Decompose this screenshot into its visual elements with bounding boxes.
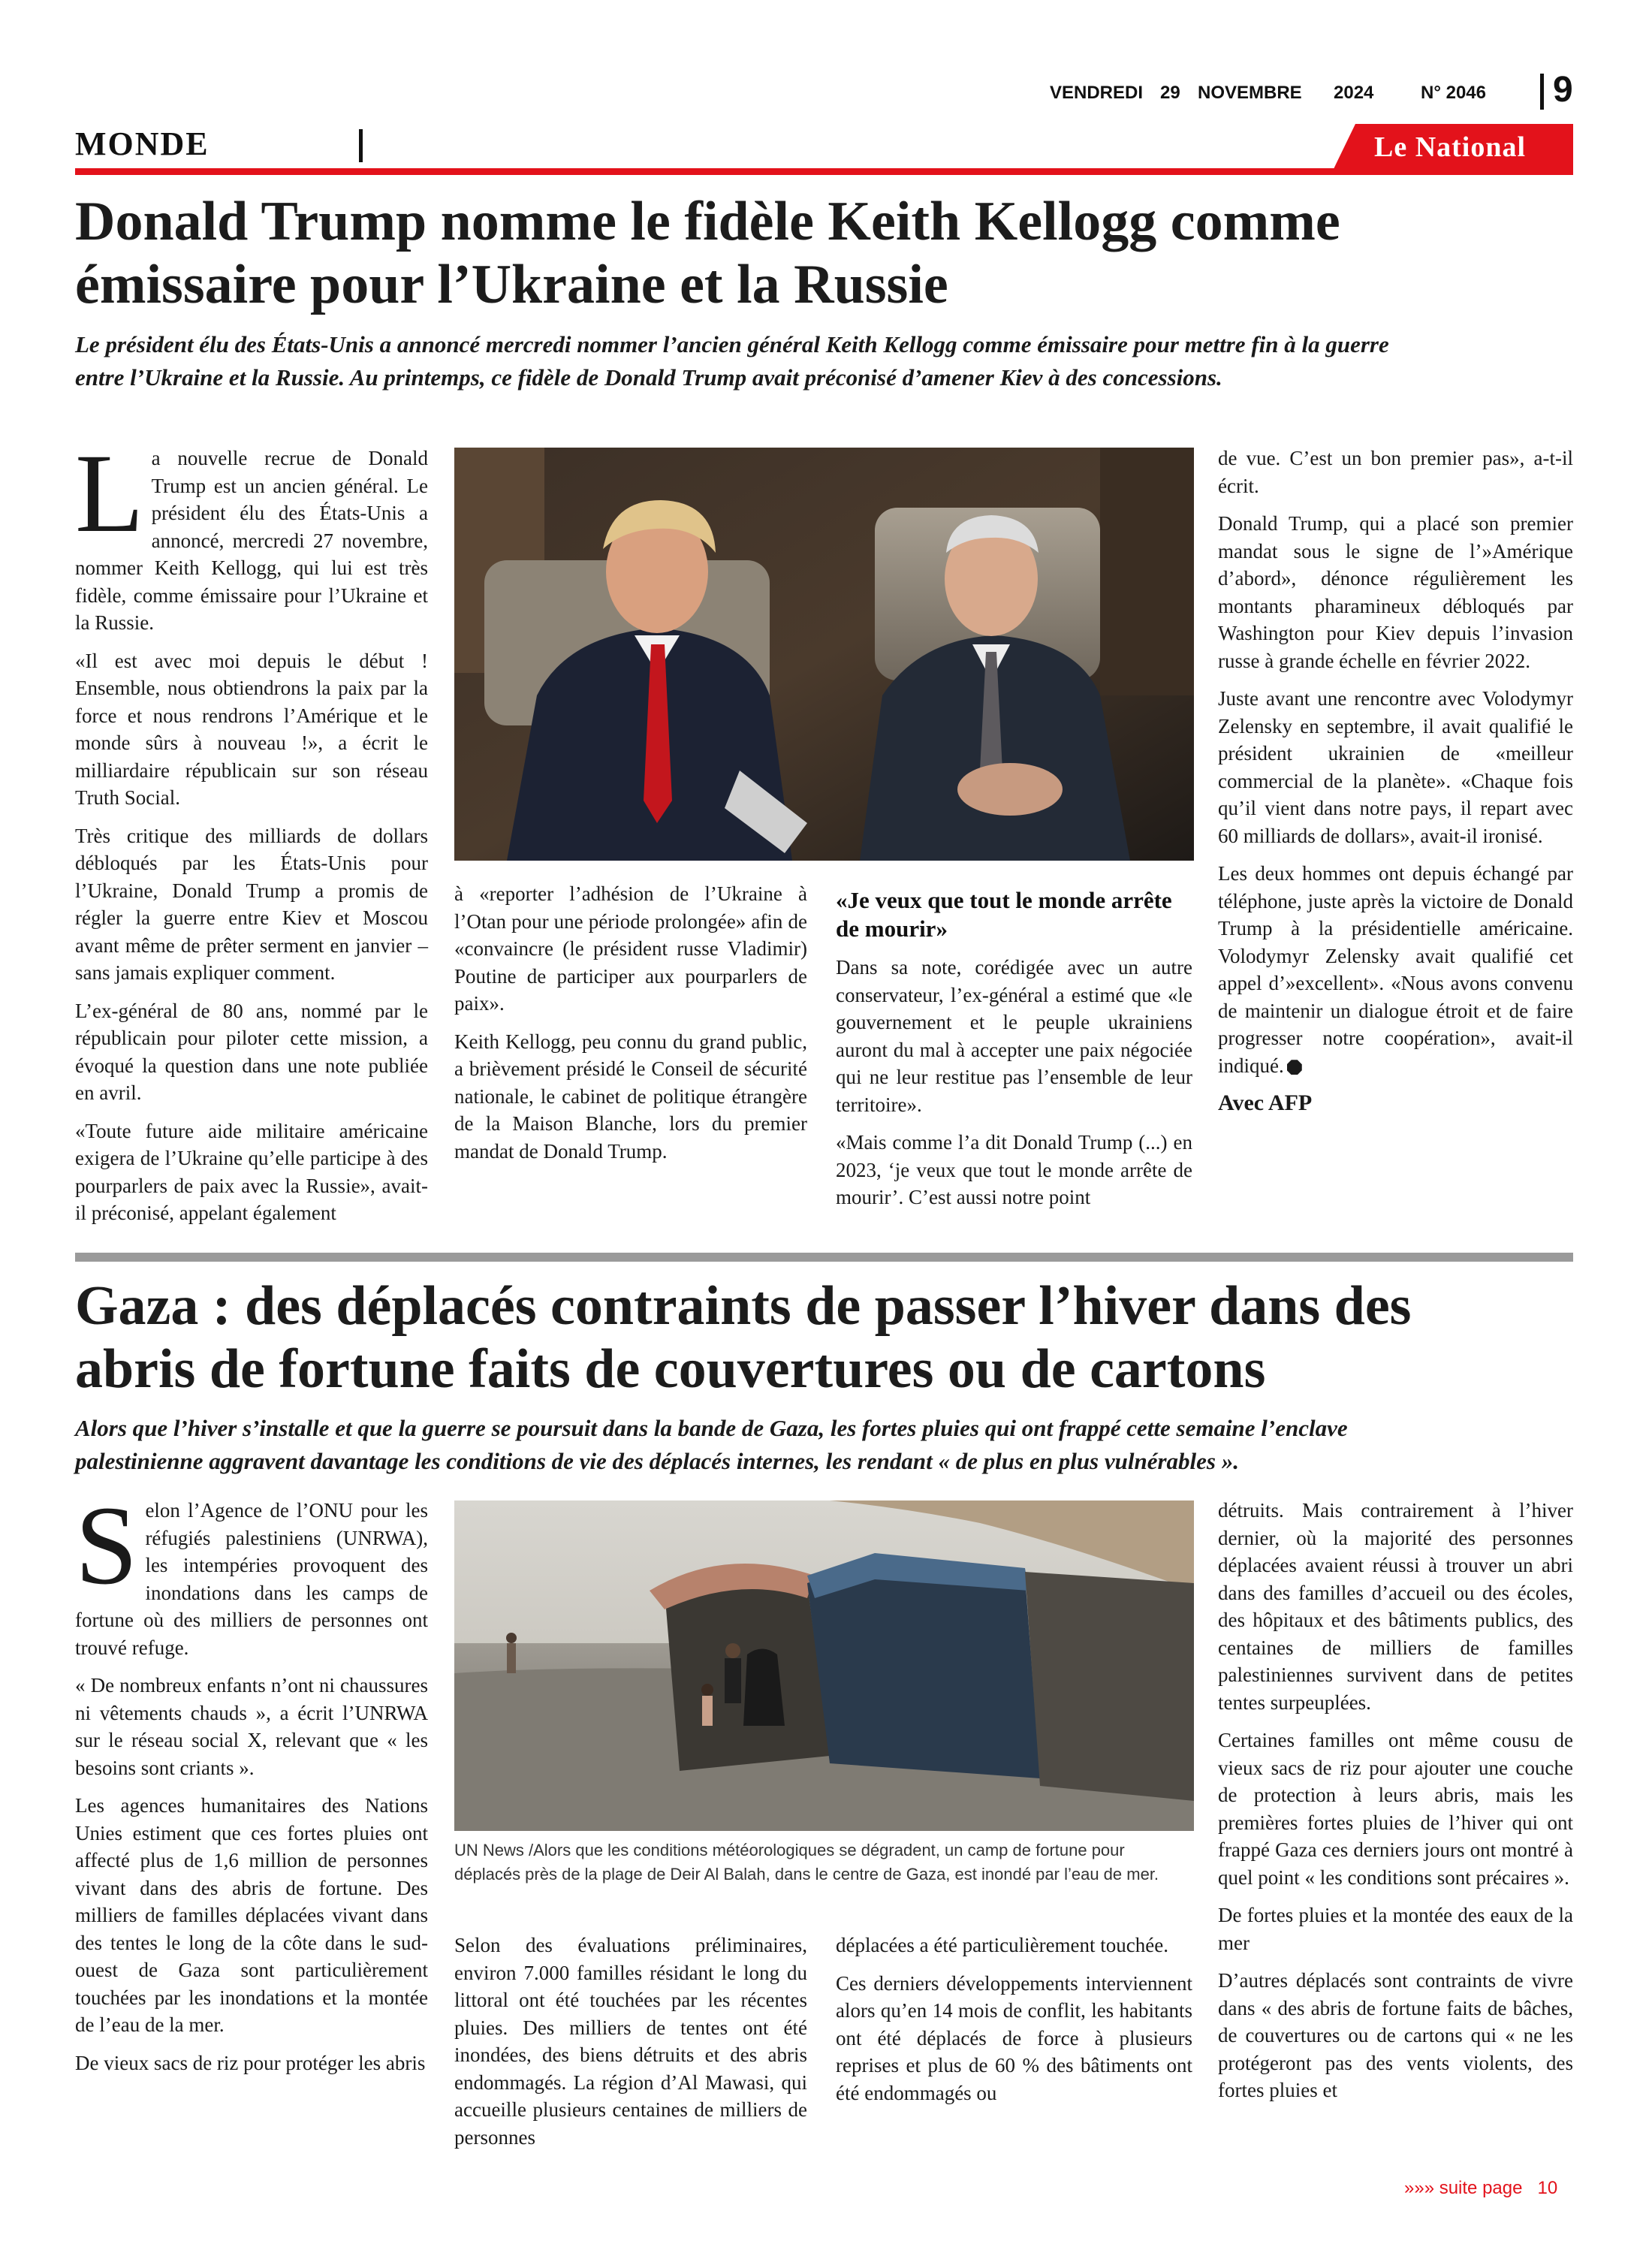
article2-col3-p1: déplacées a été particulièrement touchée. bbox=[836, 1934, 1168, 1956]
article1-dropcap: L bbox=[75, 431, 144, 556]
article2-col4-p2: Certaines familles ont même cousu de vieux sacs de riz pour ajouter une couche de protection à leurs abris, mais les premières fortes pluies de l’hiver qui ont frappé Gaza ces derniers jours ont montré à quel point « les conditions sont précaires ». bbox=[1218, 1729, 1573, 1889]
article1-col4-p3: Juste avant une rencontre avec Volodymyr Zelensky en septembre, il avait qualifié le président ukrainien de «meilleur commercial de la planète». «Chaque fois qu’il vient dans notre pays, il repart avec 60 milliards de dollars», avait-il ironisé. bbox=[1218, 687, 1573, 847]
article1-lead-line2: entre l’Ukraine et la Russie. Au printemps, ce fidèle de Donald Trump avait préconisé d’amener Kiev à des concessions. bbox=[75, 364, 1222, 391]
article1-col4-p2: Donald Trump, qui a placé son premier mandat sous le signe de l’»Amérique d’abord», dénonce régulièrement les montants pharamineux débloqués par Washington pour Kiev depuis l’invasion russe à grande échelle en février 2022. bbox=[1218, 512, 1573, 672]
photo-caption: UN News /Alors que les conditions météorologiques se dégradent, un camp de fortune pour déplacés près de la plage de Deir Al Balah, dans le centre de Gaza, est inondé par l’eau de mer. bbox=[454, 1841, 1159, 1884]
article1-col1-p3: Très critique des milliards de dollars débloqués par les États-Unis pour l’Ukraine, Donald Trump a promis de régler la guerre entre Kiev et Moscou avant même de prêter serment en janvier – sans jamais expliquer comment. bbox=[75, 824, 428, 984]
article1-col1-p1: a nouvelle recrue de Donald Trump est un ancien général. Le président élu des États-Unis a annoncé, mercredi 27 novembre, nommer Keith Kellogg, qui lui est très fidèle, comme émissaire pour l’Ukraine et la Russie. bbox=[75, 447, 428, 634]
header-day: VENDREDI bbox=[1050, 83, 1144, 103]
article2-photo bbox=[454, 1500, 1194, 1831]
article2-col1-p3: Les agences humanitaires des Nations Unies estiment que ces fortes pluies ont affecté plus de 1,6 million de personnes vivant dans des abris de fortune. Des milliers de familles déplacées vivant dans des tentes le long de la côte dans le sud-ouest de Gaza sont particulièrement touchées par les inondations et la montée de l’eau de la mer. bbox=[75, 1794, 428, 2036]
header-year: 2024 bbox=[1334, 83, 1374, 103]
article1-col1-p4: L’ex-général de 80 ans, nommé par le républicain pour piloter cette mission, a évoqué la question dans une note publiée en avril. bbox=[75, 999, 428, 1104]
section-title: MONDE bbox=[75, 125, 210, 162]
header-date: 29 bbox=[1160, 83, 1180, 103]
article2-lead-line2: palestinienne aggravent davantage les conditions de vie des déplacés internes, les rendant « de plus en plus vulnérables ». bbox=[75, 1448, 1239, 1474]
article2-headline bbox=[75, 1274, 1577, 1401]
article1-column-4 bbox=[1218, 445, 1573, 1128]
article1-photo bbox=[454, 448, 1194, 861]
continued-text: »»» suite page bbox=[1404, 2178, 1523, 2198]
article2-col4-p1: détruits. Mais contrairement à l’hiver dernier, où la majorité des personnes déplacées avaient réussi à trouver un abri dans des familles d’accueil ou des écoles, des hôpitaux et des bâtiments publics, des centaines de milliers de familles palestiniennes survivent dans de petites tentes surpeuplées. bbox=[1218, 1499, 1573, 1714]
article1-lead bbox=[75, 328, 1573, 394]
article1-headline-line2: émissaire pour l’Ukraine et la Russie bbox=[75, 254, 948, 315]
article1-headline bbox=[75, 190, 1577, 316]
header-rule bbox=[75, 168, 1573, 175]
article2-col3-p2: Ces derniers développements interviennent alors qu’en 14 mois de conflit, les habitants ont été déplacés de force à plusieurs reprises et plus de 60 % des bâtiments ont été endommagés ou bbox=[836, 1971, 1192, 2104]
article1-column-1 bbox=[75, 431, 428, 1238]
article2-headline-line1: Gaza : des déplacés contraints de passer l’hiver dans des bbox=[75, 1275, 1412, 1337]
continued-page: 10 bbox=[1537, 2178, 1558, 2198]
section-bar bbox=[359, 129, 363, 162]
trump-kellogg-photo bbox=[454, 448, 1194, 861]
article2-col1-p2: « De nombreux enfants n’ont ni chaussures ni vêtements chauds », a écrit l’UNRWA sur le réseau social X, relevant que « les besoins sont criants ». bbox=[75, 1674, 428, 1779]
article2-lead bbox=[75, 1412, 1573, 1478]
article1-col3-p1: Dans sa note, corédigée avec un autre conservateur, l’ex-général a estimé que «le gouvernement et le peuple ukrainiens auront du mal à accepter une paix négociée qui ne leur restitue pas l’ensemble de leur territoire». bbox=[836, 956, 1192, 1116]
header-divider bbox=[1540, 74, 1544, 110]
article2-col1-p1: elon l’Agence de l’ONU pour les réfugiés palestiniens (UNRWA), les intempéries provoquent des inondations dans les camps de fortune où des milliers de personnes ont trouvé refuge. bbox=[75, 1499, 428, 1659]
article1-col3-p2: «Mais comme l’a dit Donald Trump (...) en 2023, ‘je veux que tout le monde arrête de mourir’. C’est aussi notre point bbox=[836, 1131, 1192, 1208]
article1-column-2 bbox=[454, 880, 807, 1175]
article-separator bbox=[75, 1253, 1573, 1262]
article1-col1-p5: «Toute future aide militaire américaine exigera de l’Ukraine qu’elle participe à des pourparlers de paix avec la Russie», avait-il préconisé, appelant également bbox=[75, 1119, 428, 1224]
article1-subhead: «Je veux que tout le monde arrête de mourir» bbox=[836, 887, 1172, 942]
article2-column-2 bbox=[454, 1932, 807, 2161]
article1-headline-line1: Donald Trump nomme le fidèle Keith Kellogg comme bbox=[75, 191, 1340, 252]
article2-column-1 bbox=[75, 1483, 428, 2087]
page-number: 9 bbox=[1553, 70, 1573, 110]
continued-link[interactable] bbox=[1404, 2178, 1557, 2199]
article2-col4-p4: D’autres déplacés sont contraints de vivre dans « des abris de fortune faits de bâches, de couvertures ou de cartons qui « ne les protégeront pas des vents violents, des fortes pluies et bbox=[1218, 1969, 1573, 2101]
article1-column-3 bbox=[836, 886, 1192, 1222]
gaza-flooded-camp-photo bbox=[454, 1500, 1194, 1831]
end-of-article-icon bbox=[1287, 1060, 1302, 1075]
article1-lead-line1: Le président élu des États-Unis a annoncé mercredi nommer l’ancien général Keith Kellogg comme émissaire pour mettre fin à la guerre bbox=[75, 331, 1389, 357]
header-month: NOVEMBRE bbox=[1198, 83, 1302, 103]
article1-signoff: Avec AFP bbox=[1218, 1090, 1313, 1115]
article2-col4-p3: De fortes pluies et la montée des eaux de la mer bbox=[1218, 1904, 1573, 1954]
article1-col2-p1: à «reporter l’adhésion de l’Ukraine à l’Otan pour une période prolongée» afin de «convaincre (le président russe Vladimir) Poutine de participer aux pourparlers de paix». bbox=[454, 882, 807, 1015]
article2-col2-p1: Selon des évaluations préliminaires, environ 7.000 familles résidant le long du littoral ont été touchées par les récentes pluies. Des milliers de tentes ont été inondées, des biens détruits et des abris endommagés. La région d’Al Mawasi, qui accueille plusieurs centaines de milliers de personnes bbox=[454, 1934, 807, 2149]
article1-col4-p1: de vue. C’est un bon premier pas», a-t-il écrit. bbox=[1218, 447, 1573, 497]
article1-col1-p2: «Il est avec moi depuis le début ! Ensemble, nous obtiendrons la paix par la force et nous rendrons l’Amérique et le monde sûrs à nouveau !», a écrit le milliardaire républicain sur son réseau Truth Social. bbox=[75, 649, 428, 809]
brand-name: Le National bbox=[1374, 131, 1527, 163]
article2-col1-p4: De vieux sacs de riz pour protéger les abris bbox=[75, 2051, 426, 2074]
article1-col2-p2: Keith Kellogg, peu connu du grand public, a brièvement présidé le Conseil de sécurité nationale, le cabinet de politique étrangère de la Maison Blanche, lors du premier mandat de Donald Trump. bbox=[454, 1030, 807, 1163]
article1-col4-p4: Les deux hommes ont depuis échangé par téléphone, juste après la victoire de Donald Trump à la présidentielle américaine. Volodymyr Zelensky avait qualifié cet appel d’»excellent». «Nous avons convenu de maintenir un dialogue étroit et de faire progresser notre coopération», avait-il indiqué. bbox=[1218, 862, 1573, 1077]
article2-column-3 bbox=[836, 1932, 1192, 2117]
article2-dropcap: S bbox=[75, 1483, 138, 1608]
article2-column-4 bbox=[1218, 1497, 1573, 2115]
header-issue: N° 2046 bbox=[1421, 83, 1486, 103]
article2-lead-line1: Alors que l’hiver s’installe et que la guerre se poursuit dans la bande de Gaza, les fortes pluies qui ont frappé cette semaine l’enclave bbox=[75, 1415, 1348, 1441]
article2-headline-line2: abris de fortune faits de couvertures ou de cartons bbox=[75, 1338, 1266, 1400]
